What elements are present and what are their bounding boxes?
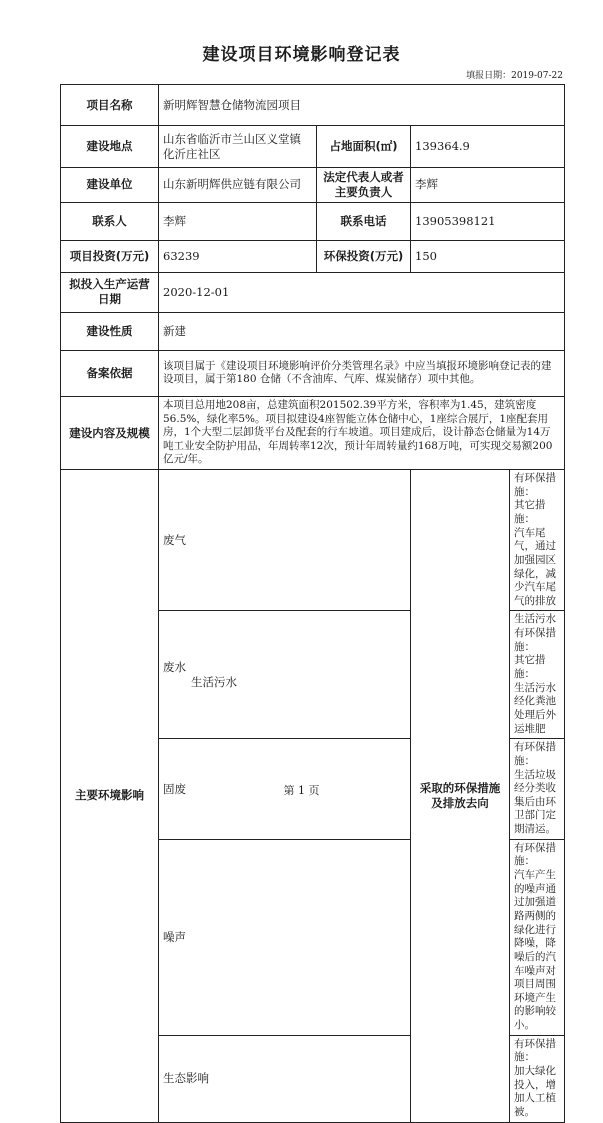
label-phone: 联系电话 [317, 202, 411, 240]
impact-subname: 生活污水 [191, 674, 237, 689]
value-legal-representative: 李辉 [411, 168, 565, 203]
measure-exhaust: 有环保措施： 其它措施： 汽车尾气，通过加强园区绿化，减少汽车尾气的排放 [510, 470, 565, 611]
value-investment: 63239 [159, 240, 317, 272]
label-content: 建设内容及规模 [61, 396, 159, 469]
label-area: 占地面积(㎡) [317, 126, 411, 168]
label-env-investment: 环保投资(万元) [317, 240, 411, 272]
impact-name: 固废 [163, 781, 186, 796]
page-title: 建设项目环境影响登记表 [202, 45, 401, 65]
impact-name: 生态影响 [163, 1071, 209, 1086]
value-content: 本项目总用地208亩，总建筑面积201502.39平方米，容积率为1.45，建筑密度56.5%，绿化率5%。项目拟建设4座智能立体仓储中心，1座综合展厅，1座配套用房，1个大型二层卸货平台及配套的行车坡道。项目建成后，设计静态仓储量为14万吨工业安全防护用品，年周转率12次，预计年周转量约168万吨，可实现交易额200亿元/年。 [159, 396, 565, 469]
measure-ecology: 有环保措施： 加大绿化投入，增加人工植被。 [510, 1035, 565, 1122]
fill-date: 填报日期：2019-07-22 [466, 71, 563, 81]
label-contact: 联系人 [61, 202, 159, 240]
value-location: 山东省临沂市兰山区义堂镇化沂庄社区 [159, 126, 317, 168]
impact-item-ecology [159, 1035, 411, 1122]
page-number: 第 1 页 [283, 784, 320, 797]
label-start-date: 拟投入生产运营日期 [61, 272, 159, 312]
value-project-name: 新明辉智慧仓储物流园项目 [159, 85, 565, 126]
impact-name: 废气 [163, 532, 186, 547]
label-nature: 建设性质 [61, 312, 159, 350]
measure-wastewater: 生活污水 有环保措施： 其它措施： 生活污水经化粪池处理后外运堆肥 [510, 611, 565, 739]
value-start-date: 2020-12-01 [159, 272, 565, 312]
impact-item-exhaust [159, 470, 411, 611]
label-location: 建设地点 [61, 126, 159, 168]
value-area: 139364.9 [411, 126, 565, 168]
value-contact: 李辉 [159, 202, 317, 240]
value-basis: 该项目属于《建设项目环境影响评价分类管理名录》中应当填报环境影响登记表的建设项目，属于第180 仓储（不含油库、气库、煤炭储存）项中其他。 [159, 350, 565, 396]
label-legal-representative: 法定代表人或者主要负责人 [317, 168, 411, 203]
label-basis: 备案依据 [61, 350, 159, 396]
registration-form-table [60, 84, 565, 1123]
impact-name: 废水 [163, 659, 186, 674]
value-construction-unit: 山东新明辉供应链有限公司 [159, 168, 317, 203]
label-main-impact: 主要环境影响 [61, 470, 159, 1122]
impact-item-noise [159, 839, 411, 1035]
impact-item-wastewater [159, 611, 411, 739]
measure-noise: 有环保措施： 汽车产生的噪声通过加强道路两侧的绿化进行降噪，降噪后的汽车噪声对项目周围环境产生的影响较小。 [510, 839, 565, 1035]
label-construction-unit: 建设单位 [61, 168, 159, 203]
label-measures: 采取的环保措施及排放去向 [411, 470, 510, 1122]
measure-solid-waste: 有环保措施： 生活垃圾经分类收集后由环卫部门定期清运。 [510, 739, 565, 839]
label-investment: 项目投资(万元) [61, 240, 159, 272]
label-project-name: 项目名称 [61, 85, 159, 126]
value-env-investment: 150 [411, 240, 565, 272]
value-nature: 新建 [159, 312, 565, 350]
value-phone: 13905398121 [411, 202, 565, 240]
impact-name: 噪声 [163, 929, 186, 944]
